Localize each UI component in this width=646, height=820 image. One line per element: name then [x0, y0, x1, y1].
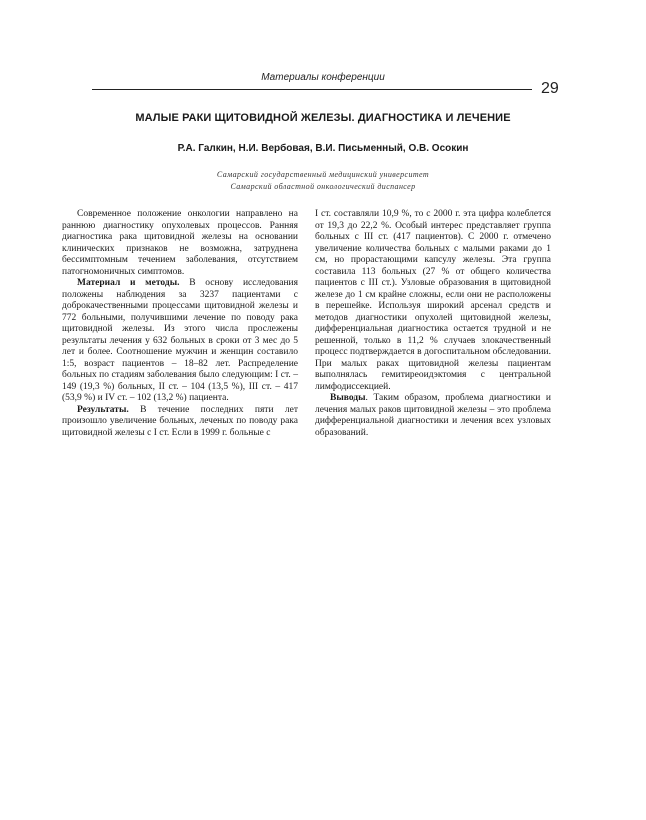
intro-paragraph: Современное положение онкологии направлено на раннюю диагностику опухолевых процессов. Ранняя диагностика рака щитовидной железы на основании клинических признаков не возможна, затруднена бессимптомным течением заболевания, отсутствием патогномоничных симптомов.	[62, 209, 298, 277]
conclusions-text: . Таким образом, проблема диагностики и лечения малых раков щитовидной железы – это проблема дифференциальной диагностики и лечения всех узловых образований.	[315, 393, 551, 438]
methods-heading: Материал и методы.	[77, 278, 180, 288]
running-title: Материалы конференции	[261, 72, 385, 83]
affiliation-dispensary: Самарский областной онкологический диспансер	[230, 182, 416, 191]
results-paragraph	[62, 405, 298, 440]
methods-text: В основу исследования положены наблюдения за 3237 пациентами с доброкачественными процессами щитовидной железы и 772 больными, получившими лечение по поводу рака щитовидной железы. Из этого числа прослежены результаты лечения у 632 больных в сроки от 3 мес до 5 лет и более. Соотношение мужчин и женщин составило 1:5, возраст пациентов – 18–82 лет. Распределение больных по стадиям заболевания было следующим: I ст. – 149 (19,3 %) больных, II ст. – 104 (13,5 %), III ст. – 417 (53,9 %) и IV ст. – 102 (13,2 %) пациента.	[62, 278, 298, 403]
article-authors: Р.А. Галкин, Н.И. Вербовая, В.И. Письменный, О.В. Осокин	[177, 143, 469, 154]
text-column-right	[315, 209, 551, 439]
text-column-left	[62, 209, 298, 439]
article-title: МАЛЫЕ РАКИ ЩИТОВИДНОЙ ЖЕЛЕЗЫ. ДИАГНОСТИКА И ЛЕЧЕНИЕ	[135, 112, 511, 124]
methods-paragraph	[62, 278, 298, 405]
conclusions-heading: Выводы	[330, 393, 366, 403]
conclusions-paragraph	[315, 393, 551, 439]
results-heading: Результаты.	[77, 404, 129, 415]
affiliation-university: Самарский государственный медицинский университет	[216, 170, 430, 179]
page-number: 29	[541, 80, 559, 97]
header-rule	[92, 89, 532, 90]
results-text-left: В течение последних пяти лет произошло увеличение больных, леченых по поводу рака щитовидной железы с I ст. Если в 1999 г. больные с	[62, 404, 298, 438]
results-paragraph-continued: I ст. составляли 10,9 %, то с 2000 г. эта цифра колеблется от 19,3 до 22,2 %. Особый интерес представляет группа больных с III ст. (417 пациентов). С 2000 г. отмечено увеличение количества больных с малыми раками до 1 см, но прорастающими капсулу железы. Эта группа составила 113 больных (27 % от общего количества пациентов с III ст.). Узловые образования в щитовидной железе до 1 см крайне сложны, если они не расположены в перешейке. Используя широкий арсенал средств и методов диагностики опухолей щитовидной железы, дифференциальная диагностика остается трудной и не решенной, только в 11,2 % случаев злокачественный процесс подтверждается в догоспитальном обследовании. При малых раках щитовидной железы пациентам выполнялась гемитиреоидэктомия с центральной лимфодиссекцией.	[315, 209, 551, 392]
